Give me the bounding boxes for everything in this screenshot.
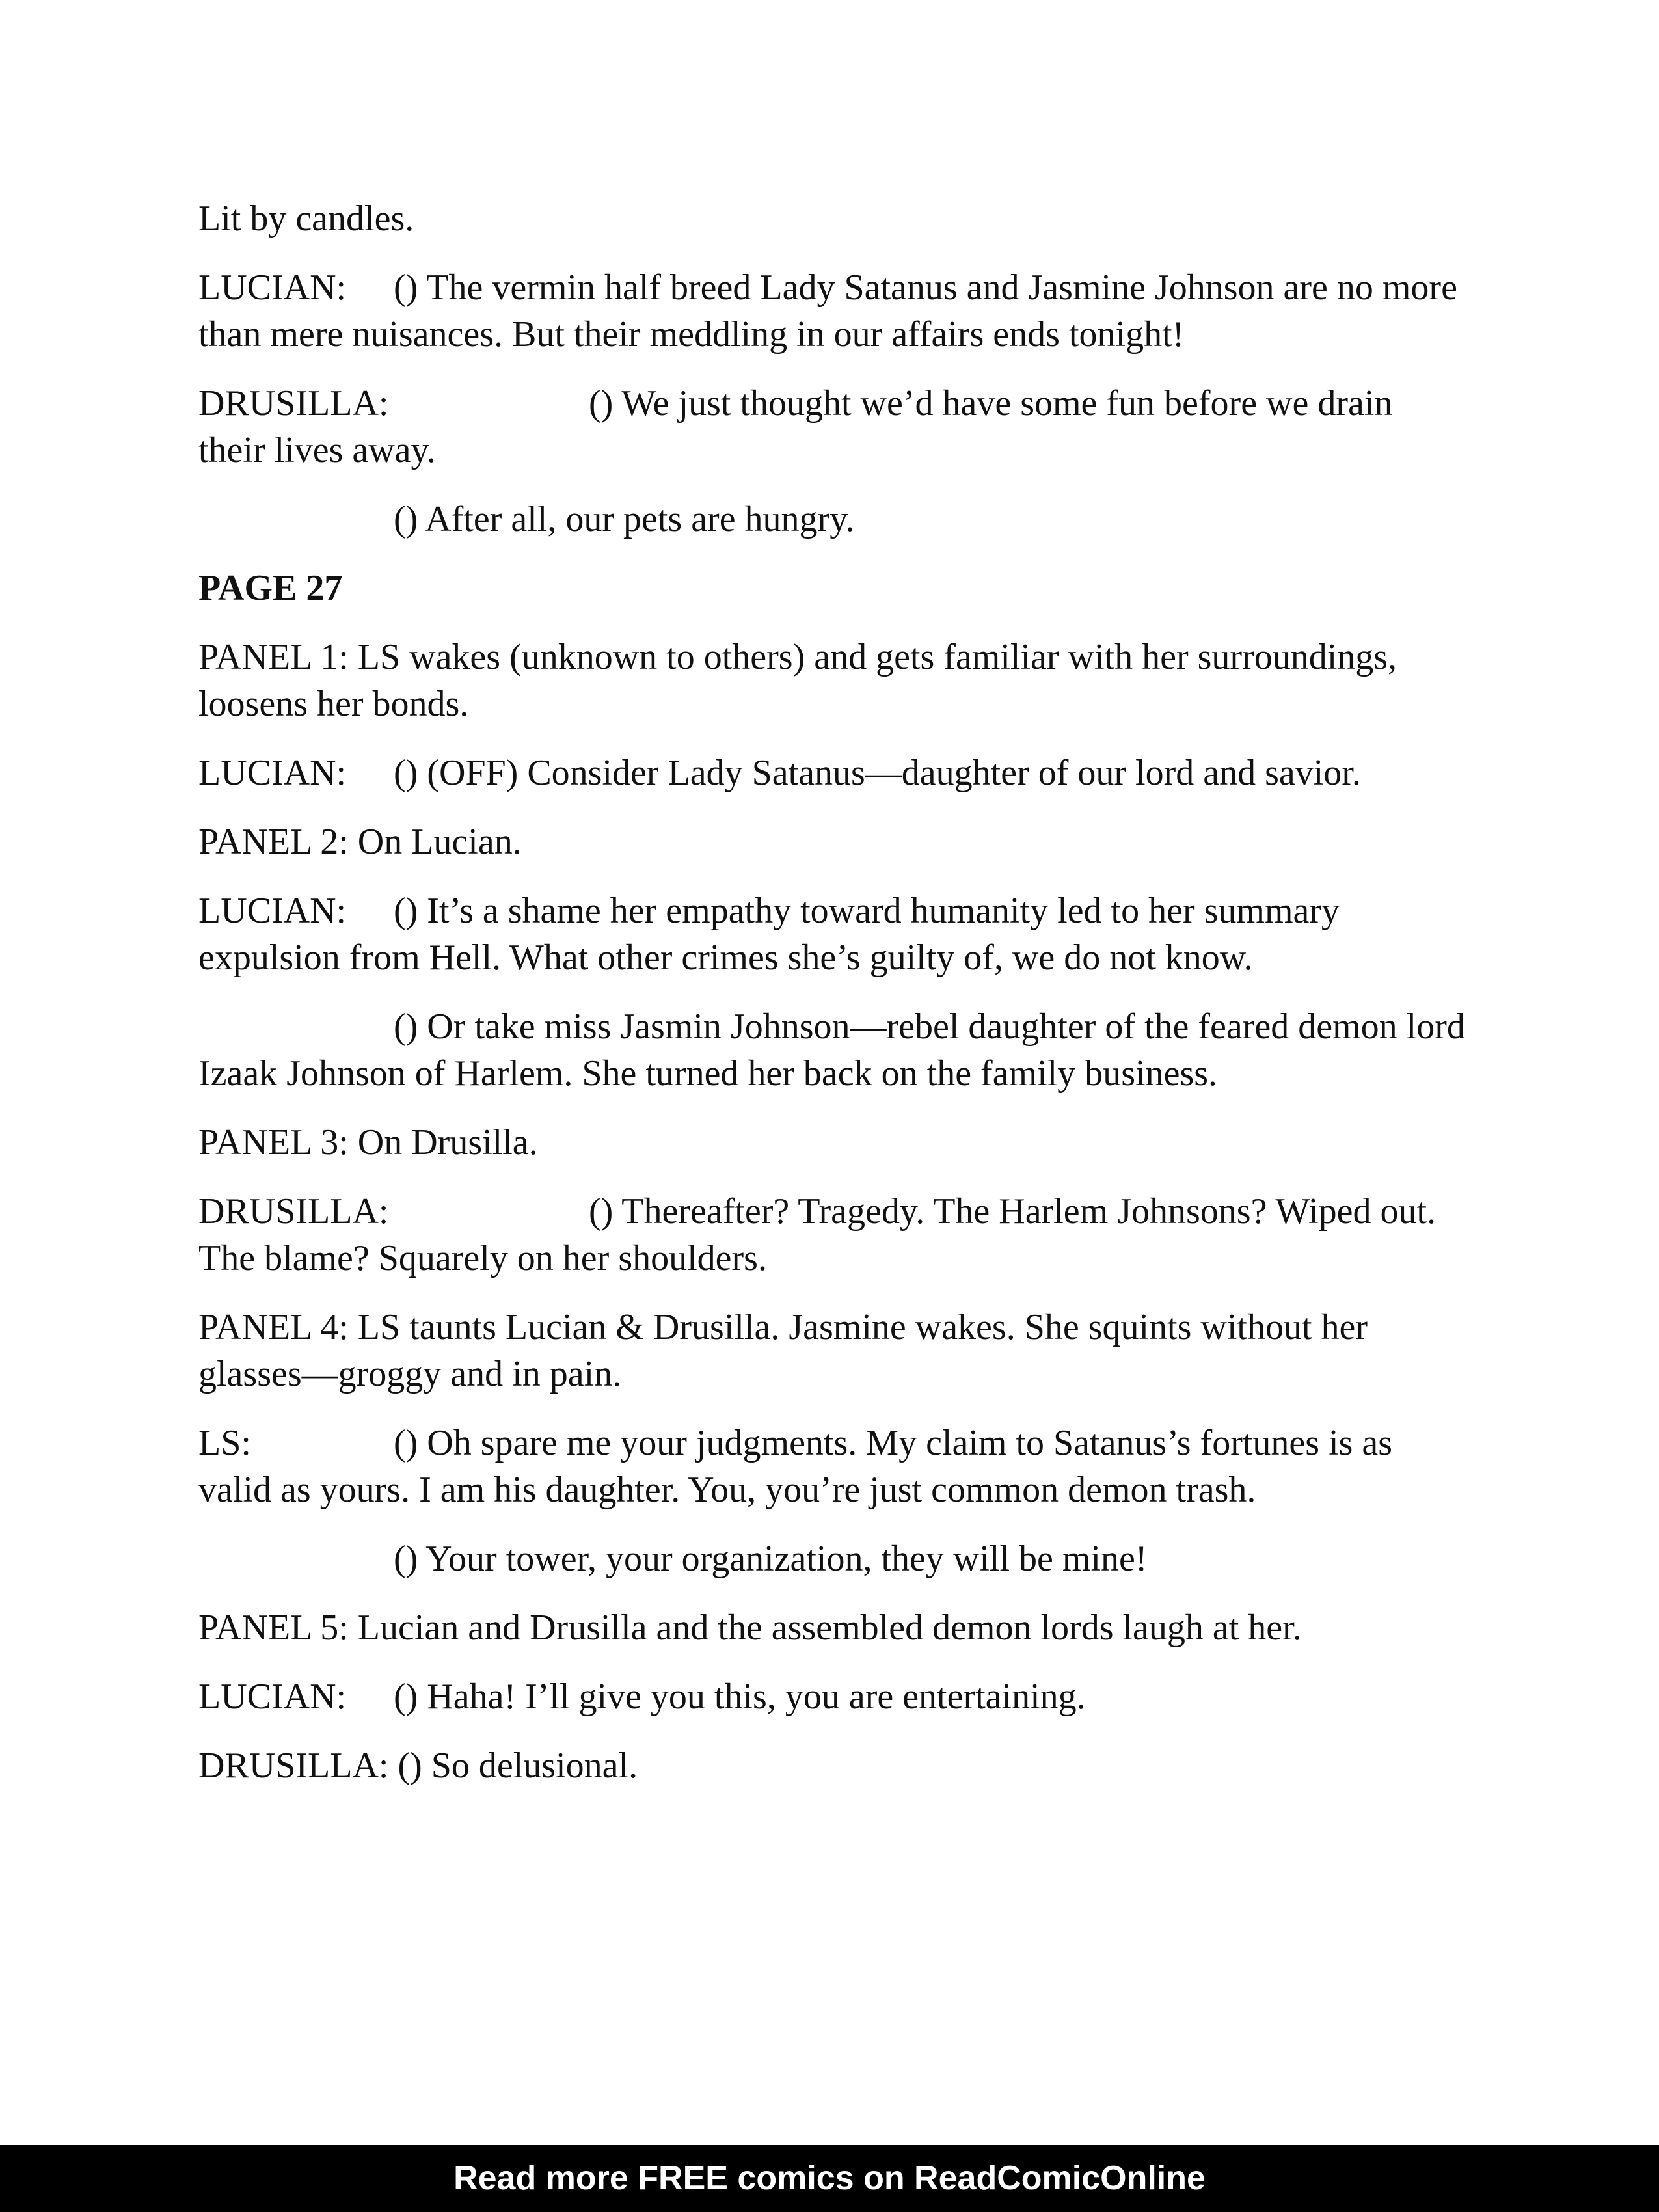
dialogue-continuation: () After all, our pets are hungry. bbox=[394, 499, 855, 539]
dialogue-text: () Thereafter? Tragedy. The Harlem Johnsons? Wiped out. The blame? Squarely on her shoulders. bbox=[198, 1191, 1436, 1278]
dialogue-line bbox=[198, 1673, 1467, 1720]
page-heading: PAGE 27 bbox=[198, 568, 343, 608]
stage-direction: Lit by candles. bbox=[198, 198, 414, 239]
dialogue-line bbox=[198, 1188, 1467, 1282]
dialogue-text: () The vermin half breed Lady Satanus and Jasmine Johnson are no more than mere nuisances. But their meddling in our affairs ends tonight! bbox=[198, 267, 1457, 355]
dialogue-text: () (OFF) Consider Lady Satanus—daughter of our lord and savior. bbox=[394, 753, 1361, 793]
dialogue-text: () So delusional. bbox=[398, 1746, 638, 1786]
panel-description: PANEL 2: On Lucian. bbox=[198, 822, 522, 862]
speaker-name: LS: bbox=[198, 1423, 251, 1463]
speaker-name: DRUSILLA: bbox=[198, 1746, 389, 1786]
panel-description: PANEL 5: Lucian and Drusilla and the assembled demon lords laugh at her. bbox=[198, 1608, 1302, 1648]
dialogue-line bbox=[198, 1742, 1467, 1789]
dialogue-line bbox=[198, 749, 1467, 796]
speaker-name: LUCIAN: bbox=[198, 1677, 347, 1717]
dialogue-line bbox=[198, 264, 1467, 358]
speaker-name: DRUSILLA: bbox=[198, 1191, 389, 1232]
speaker-name: LUCIAN: bbox=[198, 753, 347, 793]
speaker-name: LUCIAN: bbox=[198, 891, 347, 931]
dialogue-text: () Oh spare me your judgments. My claim to Satanus’s fortunes is as valid as yours. I am his daughter. You, you’re just common demon trash. bbox=[198, 1423, 1393, 1510]
script-body bbox=[198, 195, 1467, 1811]
panel-description: PANEL 3: On Drusilla. bbox=[198, 1122, 538, 1163]
panel-description: PANEL 4: LS taunts Lucian & Drusilla. Jasmine wakes. She squints without her glasses—groggy and in pain. bbox=[198, 1307, 1368, 1394]
speaker-name: DRUSILLA: bbox=[198, 383, 389, 424]
dialogue-line bbox=[198, 380, 1467, 474]
dialogue-continuation: () Your tower, your organization, they will be mine! bbox=[394, 1539, 1148, 1579]
dialogue-line bbox=[198, 887, 1467, 981]
footer-banner[interactable]: Read more FREE comics on ReadComicOnline bbox=[0, 2145, 1659, 2212]
speaker-name: LUCIAN: bbox=[198, 267, 347, 308]
dialogue-line bbox=[198, 1420, 1467, 1513]
dialogue-line bbox=[198, 1003, 1467, 1097]
dialogue-text: () Or take miss Jasmin Johnson—rebel daughter of the feared demon lord Izaak Johnson of Harlem. She turned her back on the family business. bbox=[198, 1006, 1465, 1094]
dialogue-text: () We just thought we’d have some fun before we drain their lives away. bbox=[198, 383, 1393, 470]
panel-description: PANEL 1: LS wakes (unknown to others) and gets familiar with her surroundings, loosens her bonds. bbox=[198, 637, 1397, 724]
dialogue-text: () It’s a shame her empathy toward humanity led to her summary expulsion from Hell. What other crimes she’s guilty of, we do not know. bbox=[198, 891, 1340, 978]
dialogue-text: () Haha! I’ll give you this, you are entertaining. bbox=[394, 1677, 1086, 1717]
